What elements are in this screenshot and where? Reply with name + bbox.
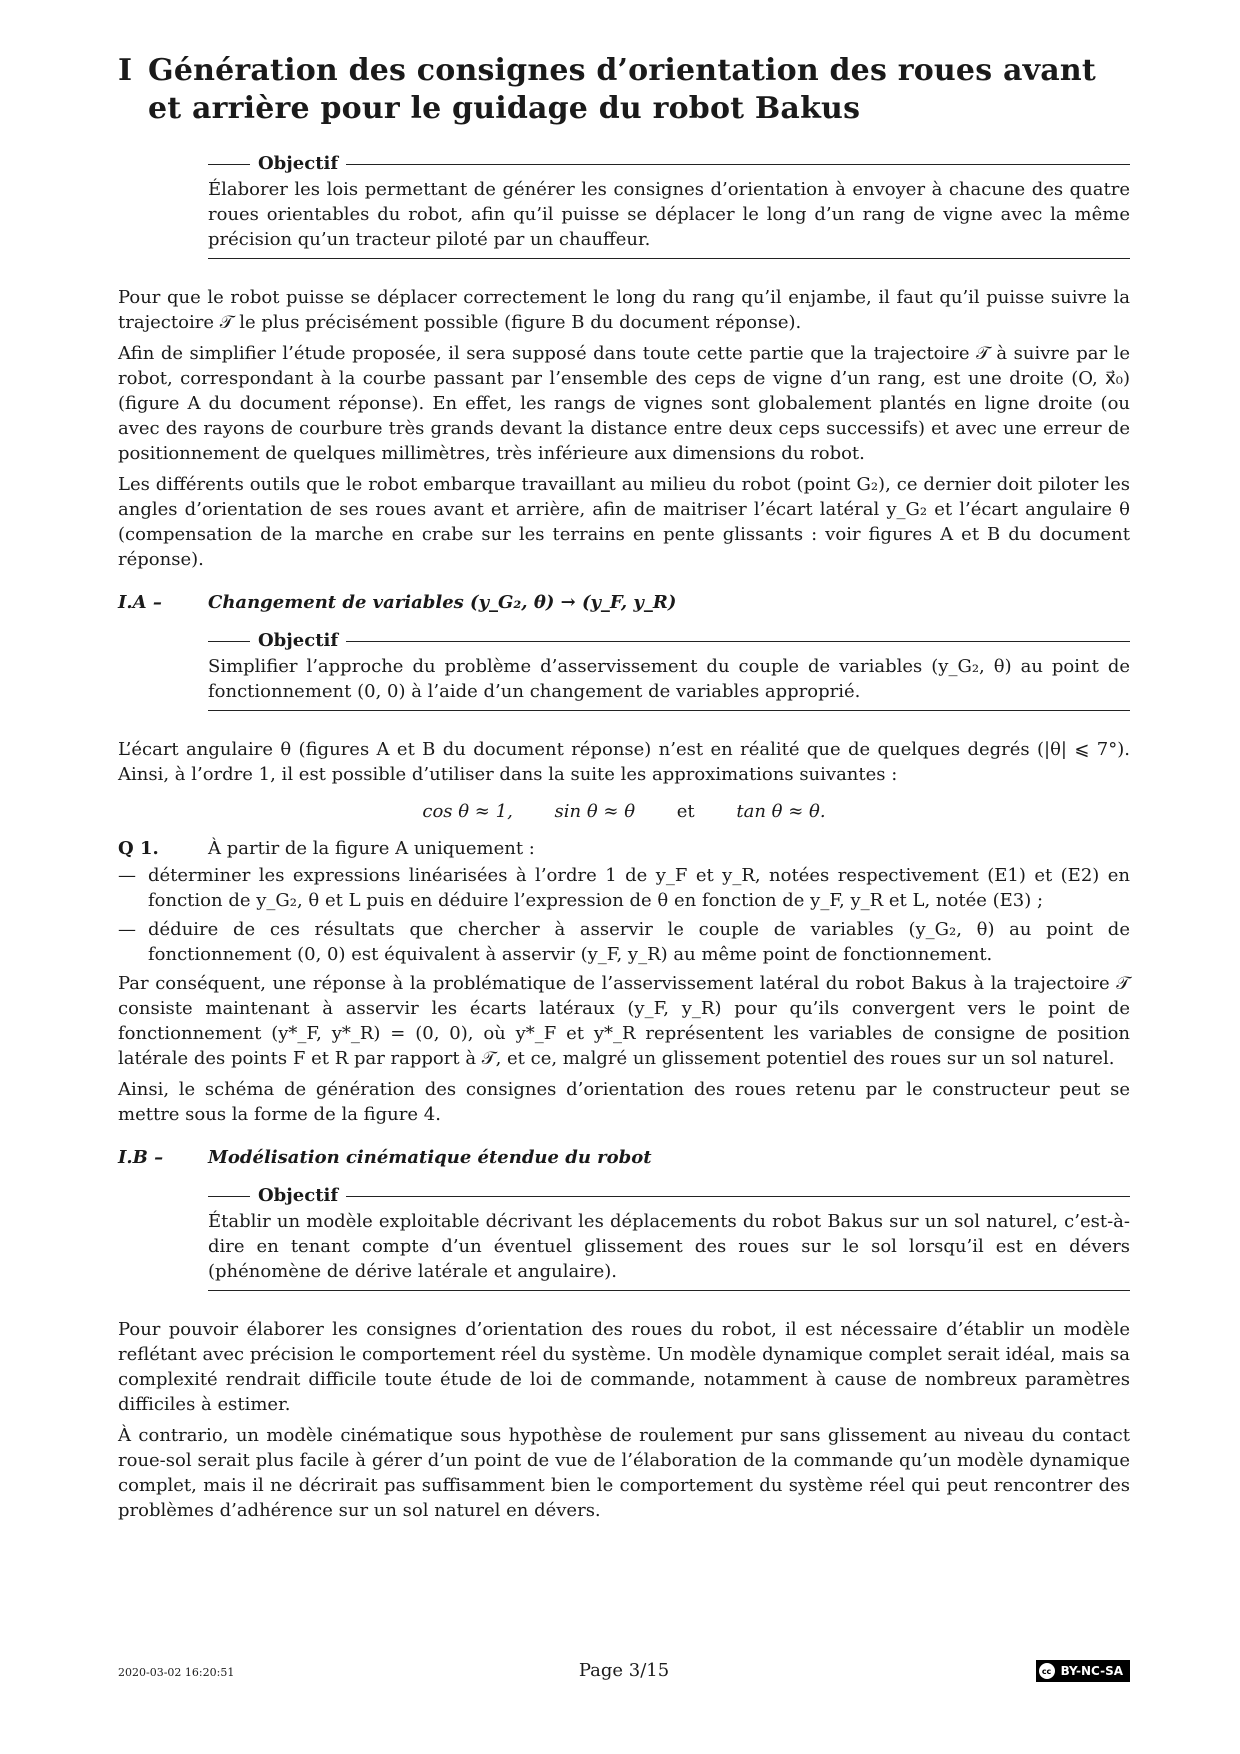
rule-trail <box>346 1196 1130 1197</box>
page-number: Page 3/15 <box>578 1660 670 1681</box>
objective-box-1 <box>208 152 1130 259</box>
license-badge <box>1036 1660 1130 1682</box>
rule-lead <box>208 1196 250 1197</box>
section-heading <box>118 52 1130 128</box>
equation-sin: sin θ ≈ θ <box>554 801 636 822</box>
objective-text: Élaborer les lois permettant de générer les consignes d’orientation à envoyer à chacune des quatre roues orientables du robot, afin qu’il puisse se déplacer le long d’un rang de vigne avec la même précision qu’un tracteur piloté par un chauffeur. <box>208 176 1130 259</box>
cc-icon: cc <box>1039 1663 1055 1679</box>
rule-lead <box>208 164 250 165</box>
equation-connector: et <box>676 801 695 822</box>
objective-label: Objectif <box>258 1185 339 1206</box>
paragraph: L’écart angulaire θ (figures A et B du document réponse) n’est en réalité que de quelques degrés (|θ| ⩽ 7°). Ainsi, à l’ordre 1, il est possible d’utiliser dans la suite les approximations suivantes : <box>118 739 1130 785</box>
subsection-number: I.A – <box>118 592 162 613</box>
subsection-title: Modélisation cinématique étendue du robot <box>208 1147 652 1168</box>
objective-box-3 <box>208 1184 1130 1291</box>
objective-label: Objectif <box>258 153 339 174</box>
question-label: Q 1. <box>118 838 159 859</box>
equation-tan: tan θ ≈ θ. <box>736 801 826 822</box>
objective-header <box>208 152 1130 176</box>
rule-lead <box>208 641 250 642</box>
approximation-equation <box>118 799 1130 824</box>
list-item-text: déduire de ces résultats que chercher à asservir le couple de variables (y_G₂, θ) au point de fonctionnement (0, 0) est équivalent à asservir (y_F, y_R) au même point de fonctionnement. <box>148 919 1130 965</box>
objective-header <box>208 1184 1130 1208</box>
list-item-text: déterminer les expressions linéarisées à l’ordre 1 de y_F et y_R, notées respectivement (E1) et (E2) en fonction de y_G₂, θ et L puis en déduire l’expression de θ en fonction de y_F, y_R et L, notée (E3) ; <box>148 865 1130 911</box>
subsection-title: Changement de variables (y_G₂, θ) → (y_F, y_R) <box>208 592 677 613</box>
section-number: I <box>118 53 133 88</box>
paragraph: Par conséquent, une réponse à la problématique de l’asservissement latéral du robot Bakus à la trajectoire 𝒯 consiste maintenant à asservir les écarts latéraux (y_F, y_R) pour qu’ils convergent vers le point de fonctionnement (y*_F, y*_R) = (0, 0), où y*_F et y*_R représentent les variables de consigne de position latérale des points F et R par rapport à 𝒯, et ce, malgré un glissement potentiel des roues sur un sol naturel. <box>118 973 1130 1069</box>
list-item <box>118 917 1130 967</box>
subsection-number: I.B – <box>118 1147 164 1168</box>
objective-box-2 <box>208 629 1130 711</box>
question-1 <box>118 836 1130 861</box>
list-dash: — <box>118 919 136 940</box>
objective-text: Établir un modèle exploitable décrivant les déplacements du robot Bakus sur un sol naturel, c’est-à-dire en tenant compte d’un éventuel glissement des roues sur le sol lorsqu’il est en dévers (phénomène de dérive latérale et angulaire). <box>208 1208 1130 1291</box>
page-footer <box>118 1660 1130 1690</box>
question-text: À partir de la figure A uniquement : <box>208 838 535 859</box>
footer-date: 2020-03-02 16:20:51 <box>118 1666 235 1679</box>
section-title: Génération des consignes d’orientation des roues avant et arrière pour le guidage du robot Bakus <box>148 53 1096 126</box>
list-dash: — <box>118 865 136 886</box>
paragraph: Ainsi, le schéma de génération des consignes d’orientation des roues retenu par le constructeur peut se mettre sous la forme de la figure 4. <box>118 1079 1130 1125</box>
objective-text: Simplifier l’approche du problème d’asservissement du couple de variables (y_G₂, θ) au point de fonctionnement (0, 0) à l’aide d’un changement de variables approprié. <box>208 653 1130 711</box>
paragraph: Pour que le robot puisse se déplacer correctement le long du rang qu’il enjambe, il faut qu’il puisse suivre la trajectoire 𝒯 le plus précisément possible (figure B du document réponse). <box>118 287 1130 333</box>
page-content <box>118 52 1130 1529</box>
list-item <box>118 863 1130 913</box>
objective-header <box>208 629 1130 653</box>
paragraph: Afin de simplifier l’étude proposée, il sera supposé dans toute cette partie que la trajectoire 𝒯 à suivre par le robot, correspondant à la courbe passant par l’ensemble des ceps de vigne d’un rang, est une droite (O, x⃗₀) (figure A du document réponse). En effet, les rangs de vignes sont globalement plantés en ligne droite (ou avec des rayons de courbure très grands devant la distance entre deux ceps successifs) et avec une erreur de positionnement de quelques millimètres, très inférieure aux dimensions du robot. <box>118 343 1130 464</box>
objective-label: Objectif <box>258 630 339 651</box>
subsection-heading-a <box>118 590 1130 615</box>
paragraph: Pour pouvoir élaborer les consignes d’orientation des roues du robot, il est nécessaire d’établir un modèle reflétant avec précision le comportement réel du système. Un modèle dynamique complet serait idéal, mais sa complexité rendrait difficile toute étude de loi de commande, notamment à cause de nombreux paramètres difficiles à estimer. <box>118 1319 1130 1415</box>
paragraph: Les différents outils que le robot embarque travaillant au milieu du robot (point G₂), ce dernier doit piloter les angles d’orientation de ses roues avant et arrière, afin de maitriser l’écart latéral y_G₂ et l’écart angulaire θ (compensation de la marche en crabe sur les terrains en pente glissants : voir figures A et B du document réponse). <box>118 474 1130 570</box>
license-text: BY-NC-SA <box>1060 1664 1123 1678</box>
subsection-heading-b <box>118 1145 1130 1170</box>
equation-cos: cos θ ≈ 1, <box>422 801 513 822</box>
rule-trail <box>346 641 1130 642</box>
paragraph: À contrario, un modèle cinématique sous hypothèse de roulement pur sans glissement au niveau du contact roue-sol serait plus facile à gérer d’un point de vue de l’élaboration de la commande qu’un modèle dynamique complet, mais il ne décrirait pas suffisamment bien le comportement du système réel qui peut rencontrer des problèmes d’adhérence sur un sol naturel en dévers. <box>118 1425 1130 1521</box>
rule-trail <box>346 164 1130 165</box>
